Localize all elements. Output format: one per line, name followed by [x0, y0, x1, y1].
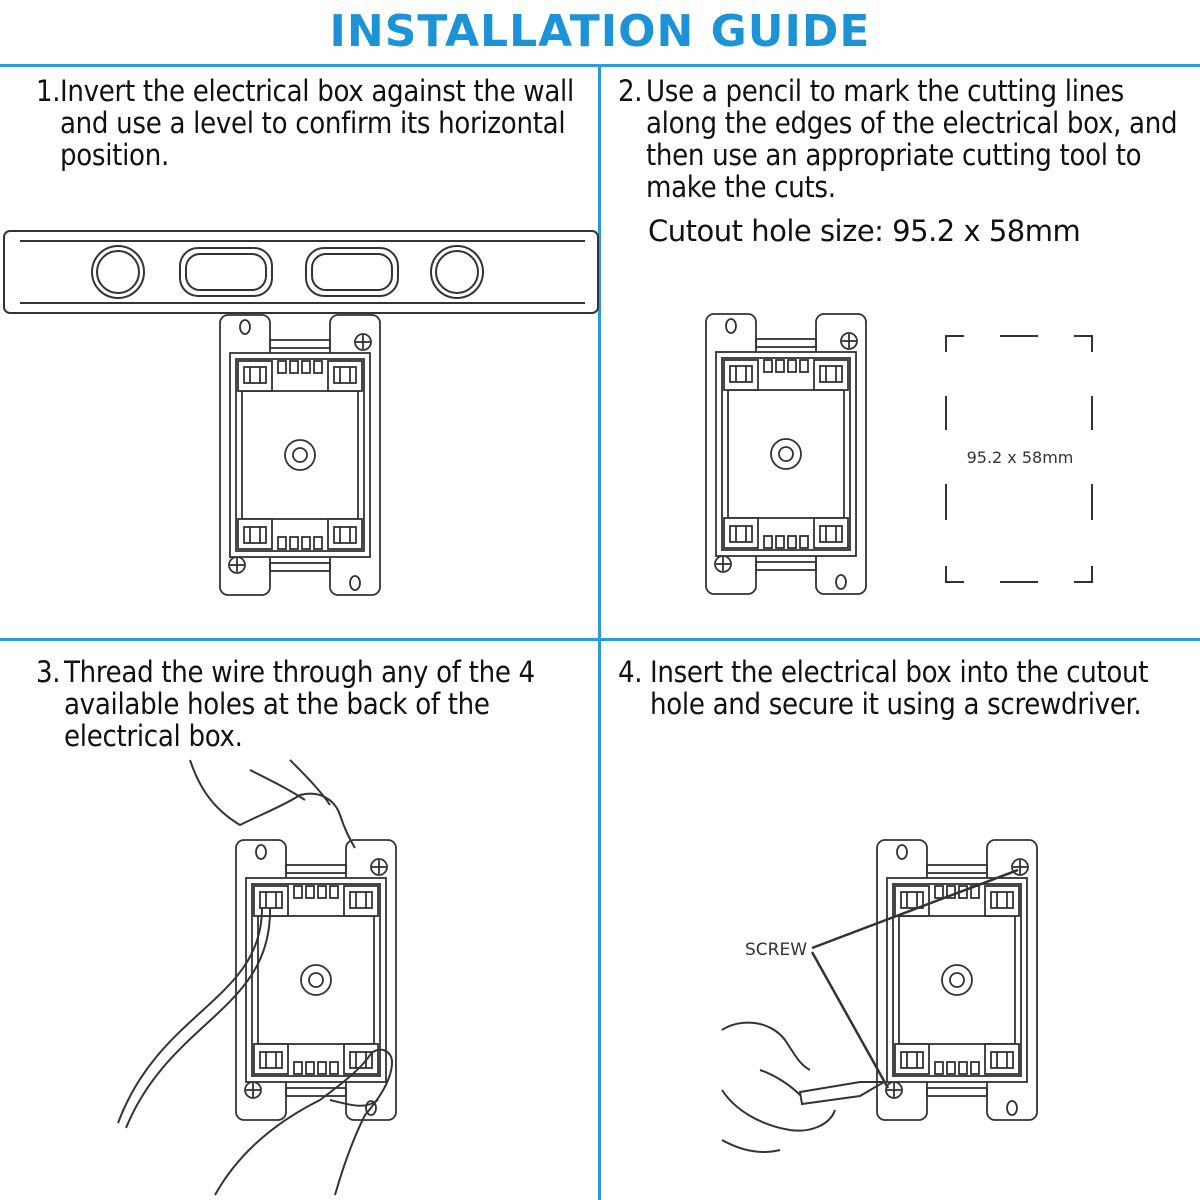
cutout-dimension-label: 95.2 x 58mm	[966, 448, 1074, 467]
step-1-text: Invert the electrical box against the wall and use a level to confirm its horizontal position.	[60, 74, 574, 172]
level-tool-illustration	[4, 231, 598, 313]
step-3-number: 3.	[36, 655, 61, 689]
step-2-number: 2.	[618, 74, 643, 108]
electrical-box-step-1	[220, 315, 380, 595]
step-2-text: Use a pencil to mark the cutting lines along the edges of the electrical box, and then use an appropriate cutting tool to make the cuts.	[646, 74, 1178, 204]
step-3-text: Thread the wire through any of the 4 available holes at the back of the electrical box.	[64, 655, 535, 753]
electrical-box-step-4	[877, 840, 1037, 1120]
electrical-box-step-3	[236, 840, 396, 1120]
screw-label: SCREW	[745, 940, 808, 960]
step-4-number: 4.	[618, 655, 643, 689]
electrical-box-step-2	[706, 314, 866, 594]
page-title: INSTALLATION GUIDE	[329, 6, 871, 57]
step-1-number: 1.	[36, 74, 61, 108]
hand-top-icon	[190, 760, 355, 848]
step-4-text: Insert the electrical box into the cutout hole and secure it using a screwdriver.	[650, 655, 1149, 721]
cutout-size-text: Cutout hole size: 95.2 x 58mm	[648, 214, 1081, 248]
hand-screwdriver-icon	[722, 1023, 884, 1152]
